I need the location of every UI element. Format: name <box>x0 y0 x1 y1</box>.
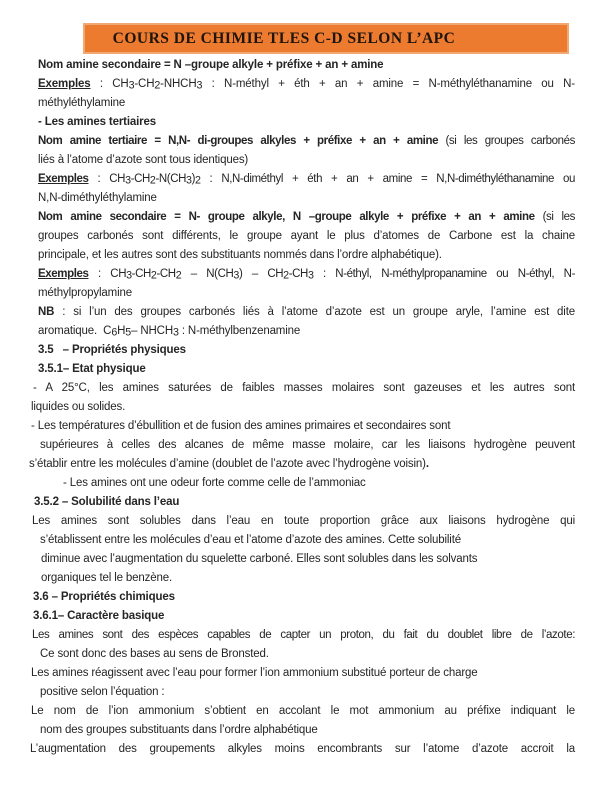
text-run: liquides ou solides. <box>31 401 126 413</box>
header-title: COURS DE CHIMIE TLES C-D SELON L’APC <box>112 29 456 47</box>
text-run: : N-éthyl, N-méthylpropanamine ou N-éthyl, N- <box>313 268 575 280</box>
text-run: organiques tel le benzène. <box>41 572 173 584</box>
text-line <box>32 626 575 645</box>
text-run: 3.5 – Propriétés physiques <box>38 344 186 356</box>
text-line <box>33 588 575 607</box>
text-run: aromatique. C <box>38 325 112 337</box>
text-line <box>38 284 575 303</box>
text-run: groupes carbonés sont différents, le groupe ayant le plus d’atomes de Carbone est la chaine <box>38 230 575 242</box>
text-run: - Les températures d’ébullition et de fusion des amines primaires et secondaires sont <box>31 420 451 432</box>
text-run: - A 25°C, les amines saturées de faibles masses molaires sont gazeuses et les autres sont <box>33 382 575 394</box>
text-line <box>38 189 575 208</box>
text-run: Nom amine secondaire = N –groupe alkyle + préfixe + an + amine <box>38 59 384 71</box>
text-line <box>40 436 575 455</box>
text-run: : N-méthylbenzenamine <box>178 325 301 337</box>
text-run: L’augmentation des groupements alkyles moins encombrants sur l’atome d’azote accroit la <box>30 743 575 755</box>
text-run: méthyléthylamine <box>38 97 126 109</box>
text-run: 3 <box>233 269 239 282</box>
text-line <box>38 94 575 113</box>
text-run: 3 <box>196 79 203 92</box>
text-line <box>40 721 575 740</box>
text-run: : si l’un des groupes carbonés liés à l’atome d’azote est un groupe aryle, l’amine est dite <box>54 306 575 318</box>
text-line <box>38 341 575 360</box>
text-run: positive selon l’équation : <box>40 686 165 698</box>
text-run: 6 <box>111 326 118 339</box>
text-line <box>31 664 575 683</box>
text-run: -NHCH <box>160 78 197 90</box>
text-run: (si les <box>542 211 575 223</box>
text-run: s’établir entre les molécules d’amine (doublet de l’azote avec l’hydrogène voisin) <box>29 458 426 470</box>
text-run: 3 <box>173 326 179 339</box>
text-run: N,N-diméthyléthylamine <box>38 192 157 204</box>
text-run: 2 <box>175 269 182 282</box>
text-run: Ce sont donc des bases au sens de Bronsted. <box>40 648 269 660</box>
text-run: 3 <box>128 79 135 92</box>
text-run: ) <box>191 173 195 185</box>
text-run: 3 <box>307 269 314 282</box>
text-line <box>31 417 575 436</box>
text-line <box>38 56 575 75</box>
text-run: Les amines sont solubles dans l’eau en toute proportion grâce aux liaisons hydrogène qui <box>32 515 575 527</box>
text-run: 3 <box>126 269 132 282</box>
text-run: 3.5.1– Etat physique <box>38 363 146 375</box>
text-run: Exemples <box>38 78 91 90</box>
text-line <box>38 132 575 151</box>
text-run: supérieures à celles des alcanes de même masse molaire, car les liaisons hydrogène peuvent <box>40 439 575 451</box>
text-run: (si les groupes carbonés <box>445 135 575 147</box>
text-line <box>38 113 575 132</box>
text-line <box>33 607 575 626</box>
text-line <box>38 246 575 265</box>
text-run: H <box>117 325 126 337</box>
text-run: diminue avec l’augmentation du squelette carboné. Elles sont solubles dans les solvants <box>41 553 478 565</box>
text-run: - Les amines ont une odeur forte comme celle de l’ammoniac <box>63 477 366 489</box>
text-run: -CH <box>134 78 155 90</box>
text-run: 2 <box>154 79 161 92</box>
text-line <box>38 151 575 170</box>
text-run: -CH <box>288 268 308 280</box>
text-line <box>34 493 575 512</box>
text-run: 3.6.1– Caractère basique <box>33 610 165 622</box>
text-run: 2 <box>149 174 156 187</box>
text-run: – N(CH <box>181 268 234 280</box>
text-run: 3.6 – Propriétés chimiques <box>33 591 175 603</box>
text-line <box>63 474 575 493</box>
text-line <box>38 360 575 379</box>
document-body <box>0 56 612 759</box>
text-run: -N(CH <box>155 173 187 185</box>
text-run: NB <box>38 306 55 318</box>
text-run: Exemples <box>38 268 89 280</box>
text-line <box>30 740 575 759</box>
text-run: : N,N-diméthyl + éth + an + amine = N,N-diméthyléthanamine ou <box>200 173 575 185</box>
text-line <box>32 512 575 531</box>
text-run: -CH <box>130 173 150 185</box>
text-line <box>31 398 575 417</box>
text-run: liés à l’atome d’azote sont tous identiques) <box>38 154 249 166</box>
text-run: – NHCH <box>131 325 173 337</box>
text-run: -CH <box>131 268 151 280</box>
text-line <box>33 379 575 398</box>
text-run: : CH <box>88 173 126 185</box>
text-run: 3.5.2 – Solubilité dans l’eau <box>34 496 180 508</box>
text-run: 2 <box>195 174 201 187</box>
text-line <box>38 75 575 94</box>
text-run: -CH <box>156 268 176 280</box>
text-run: Les amines sont des espèces capables de capter un proton, du fait du doublet libre de l’azote: <box>32 629 575 641</box>
text-run: 2 <box>283 269 289 282</box>
text-line <box>41 569 575 588</box>
text-run: Exemples <box>38 173 89 185</box>
text-line <box>38 303 575 322</box>
text-run: Nom amine secondaire = N- groupe alkyle, N –groupe alkyle + préfixe + an + amine <box>38 211 543 223</box>
text-line <box>41 550 575 569</box>
text-run: - Les amines tertiaires <box>38 116 156 128</box>
text-run: 3 <box>186 174 192 187</box>
text-run: nom des groupes substituants dans l’ordre alphabétique <box>40 724 318 736</box>
text-run: principale, et les autres sont des substituants nommés dans l’ordre alphabétique). <box>38 249 442 261</box>
text-run: . <box>425 458 429 470</box>
text-run: Nom amine tertiaire = N,N- di-groupes alkyles + préfixe + an + amine <box>38 135 446 147</box>
text-run: 3 <box>125 174 131 187</box>
text-run: 5 <box>125 326 132 339</box>
text-line <box>29 455 575 474</box>
text-run: ) – CH <box>238 268 284 280</box>
text-line <box>38 170 575 189</box>
text-run: s’établissent entre les molécules d’eau et l’atome d’azote des amines. Cette solubilité <box>40 534 461 546</box>
text-line <box>38 265 575 284</box>
text-line <box>31 702 575 721</box>
text-line <box>40 645 575 664</box>
text-line <box>38 227 575 246</box>
text-run: Les amines réagissent avec l’eau pour former l’ion ammonium substitué porteur de charge <box>31 667 478 679</box>
text-run: Le nom de l’ion ammonium s’obtient en accolant le mot ammonium au préfixe indiquant le <box>31 705 575 717</box>
text-line <box>38 322 575 341</box>
text-line <box>38 208 575 227</box>
text-run: : CH <box>88 268 127 280</box>
text-run: 2 <box>150 269 157 282</box>
text-run: : N-méthyl + éth + an + amine = N-méthyléthanamine ou N- <box>202 78 575 90</box>
text-run: : CH <box>90 78 129 90</box>
header-banner <box>83 23 569 54</box>
text-line <box>40 683 575 702</box>
text-run: méthylpropylamine <box>38 287 132 299</box>
text-line <box>40 531 575 550</box>
